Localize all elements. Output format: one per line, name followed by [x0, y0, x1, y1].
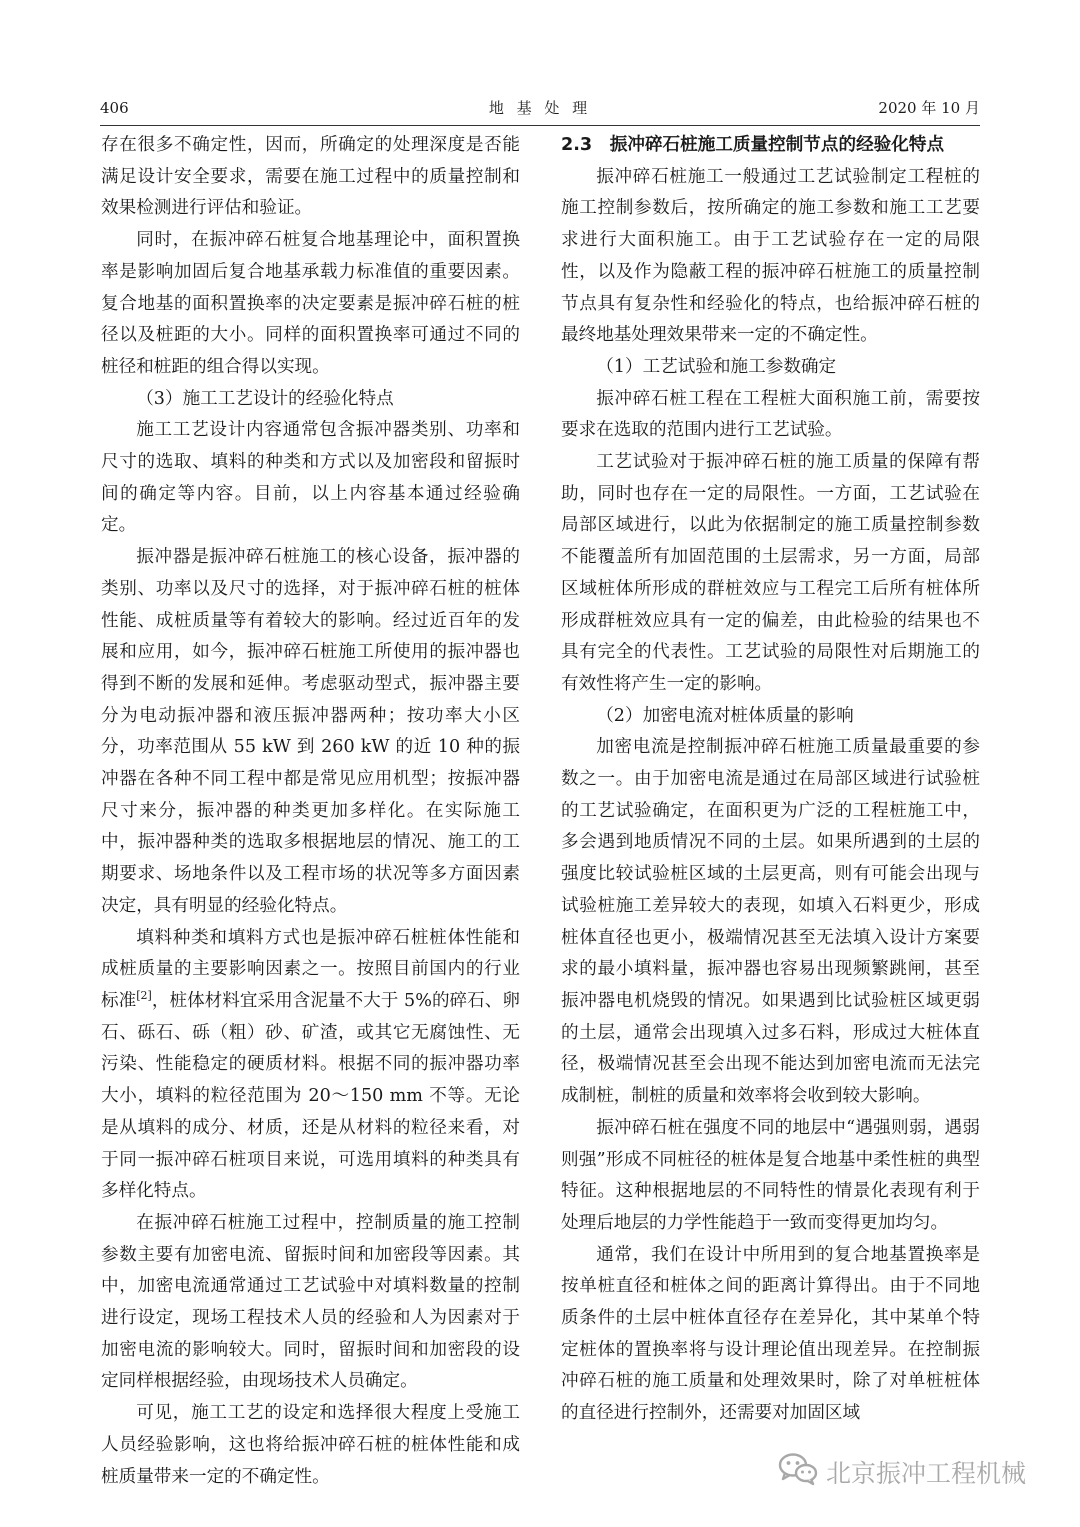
page-header — [100, 92, 980, 124]
paragraph: 振冲碎石桩工程在工程桩大面积施工前，需要按要求在选取的范围内进行工艺试验。 — [561, 388, 980, 441]
page-number: 406 — [100, 99, 129, 117]
journal-title: 地 基 处 理 — [488, 99, 592, 117]
issue-date: 2020 年 10 月 — [878, 99, 980, 117]
paragraph-text: ，桩体材料宜采用含泥量不大于 5%的碎石、卵石、砾石、砾（粗）砂、矿渣，或其它无腐蚀性、无污染、性能稳定的硬质材料。根据不同的振冲器功率大小，填料的粒径范围为 20～150 mm 不等。无论是从填料的成分、材质，还是从材料的粒径来看，对于同一振冲碎石桩项目来说，可选用填料的种类具有多样化特点。 — [101, 990, 520, 1202]
paragraph: 加密电流是控制振冲碎石桩施工质量最重要的参数之一。由于加密电流是通过在局部区域进行试验桩的工艺试验确定，在面积更为广泛的工程桩施工中，多会遇到地质情况不同的土层。如果所遇到的土层的强度比较试验桩区域的土层更高，则有可能会出现与试验桩施工差异较大的表现，如填入石料更少，形成桩体直径也更小，极端情况甚至无法填入设计方案要求的最小填料量，振冲器也容易出现频繁跳闸，甚至振冲器电机烧毁的情况。如果遇到比试验桩区域更弱的土层，通常会出现填入过多石料，形成过大桩体直径，极端情况甚至会出现不能达到加密电流而无法完成制桩，制桩的质量和效率将会收到较大影响。 — [561, 737, 980, 1107]
paragraph: 通常，我们在设计中所用到的复合地基置换率是按单桩直径和桩体之间的距离计算得出。由于不同地质条件的土层中桩体直径存在差异化，其中某单个特定桩体的置换率将与设计理论值出现差异。在控制振冲碎石桩的施工质量和处理效果时，除了对单桩桩体的直径进行控制外，还需要对加固区域 — [561, 1244, 980, 1424]
right-column — [561, 130, 980, 1430]
paragraph: 工艺试验对于振冲碎石桩的施工质量的保障有帮助，同时也存在一定的局限性。一方面，工艺试验在局部区域进行，以此为依据制定的施工质量控制参数不能覆盖所有加固范围的土层需求，另一方面，局部区域桩体所形成的群桩效应与工程完工后所有桩体所形成群桩效应具有一定的偏差，由此检验的结果也不具有完全的代表性。工艺试验的局限性对后期施工的有效性将产生一定的影响。 — [561, 452, 980, 694]
paragraph: 存在很多不确定性，因而，所确定的处理深度是否能满足设计安全要求，需要在施工过程中的质量控制和效果检测进行评估和验证。 — [101, 135, 520, 219]
paragraph: 振冲碎石桩施工一般通过工艺试验制定工程桩的施工控制参数后，按所确定的施工参数和施工工艺要求进行大面积施工。由于工艺试验存在一定的局限性，以及作为隐蔽工程的振冲碎石桩施工的质量控制节点具有复杂性和经验化的特点，也给振冲碎石桩的最终地基处理效果带来一定的不确定性。 — [561, 166, 980, 346]
paragraph: 可见，施工工艺的设定和选择很大程度上受施工人员经验影响，这也将给振冲碎石桩的桩体性能和成桩质量带来一定的不确定性。 — [101, 1403, 520, 1487]
paragraph: 在振冲碎石桩施工过程中，控制质量的施工控制参数主要有加密电流、留振时间和加密段等因素。其中，加密电流通常通过工艺试验中对填料数量的控制进行设定，现场工程技术人员的经验和人为因素对于加密电流的影响较大。同时，留振时间和加密段的设定同样根据经验，由现场技术人员确定。 — [101, 1212, 520, 1392]
header-rule — [100, 125, 980, 126]
citation-ref: [2] — [136, 989, 152, 1003]
paragraph-text: 填料种类和填料方式也是振冲碎石桩桩体性能和成桩质量的主要影响因素之一。按照目前国内的行业标准 — [101, 927, 520, 1011]
section-heading: 2.3 振冲碎石桩施工质量控制节点的经验化特点 — [561, 135, 945, 155]
paragraph — [101, 923, 520, 1208]
subsection-heading: （2）加密电流对桩体质量的影响 — [596, 705, 854, 726]
wechat-icon — [778, 1452, 818, 1492]
paragraph: 振冲器是振冲碎石桩施工的核心设备，振冲器的类别、功率以及尺寸的选择，对于振冲碎石桩的桩体性能、成桩质量等有着较大的影响。经过近百年的发展和应用，如今，振冲碎石桩施工所使用的振冲器也得到不断的发展和延伸。考虑驱动型式，振冲器主要分为电动振冲器和液压振冲器两种；按功率大小区分，功率范围从 55 kW 到 260 kW 的近 10 种的振冲器在各种不同工程中都是常见应用机型；按振冲器尺寸来分，振冲器的种类更加多样化。在实际施工中，振冲器种类的选取多根据地层的情况、施工的工期要求、场地条件以及工程市场的状况等多方面因素决定，具有明显的经验化特点。 — [101, 547, 520, 916]
watermark — [778, 1452, 1026, 1492]
paragraph: 同时，在振冲碎石桩复合地基理论中，面积置换率是影响加固后复合地基承载力标准值的重要因素。复合地基的面积置换率的决定要素是振冲碎石桩的桩径以及桩距的大小。同样的面积置换率可通过不同的桩径和桩距的组合得以实现。 — [101, 230, 520, 377]
paragraph: 振冲碎石桩在强度不同的地层中“遇强则弱，遇弱则强”形成不同桩径的桩体是复合地基中柔性桩的典型特征。这种根据地层的不同特性的情景化表现有利于处理后地层的力学性能趋于一致而变得更加均匀。 — [561, 1117, 980, 1233]
watermark-text: 北京振冲工程机械 — [826, 1459, 1027, 1488]
paragraph: 施工工艺设计内容通常包含振冲器类别、功率和尺寸的选取、填料的种类和方式以及加密段和留振时间的确定等内容。目前，以上内容基本通过经验确定。 — [101, 420, 520, 536]
subsection-heading: （1）工艺试验和施工参数确定 — [596, 356, 837, 377]
left-column — [101, 130, 520, 1493]
subsection-heading: （3）施工工艺设计的经验化特点 — [136, 388, 394, 409]
